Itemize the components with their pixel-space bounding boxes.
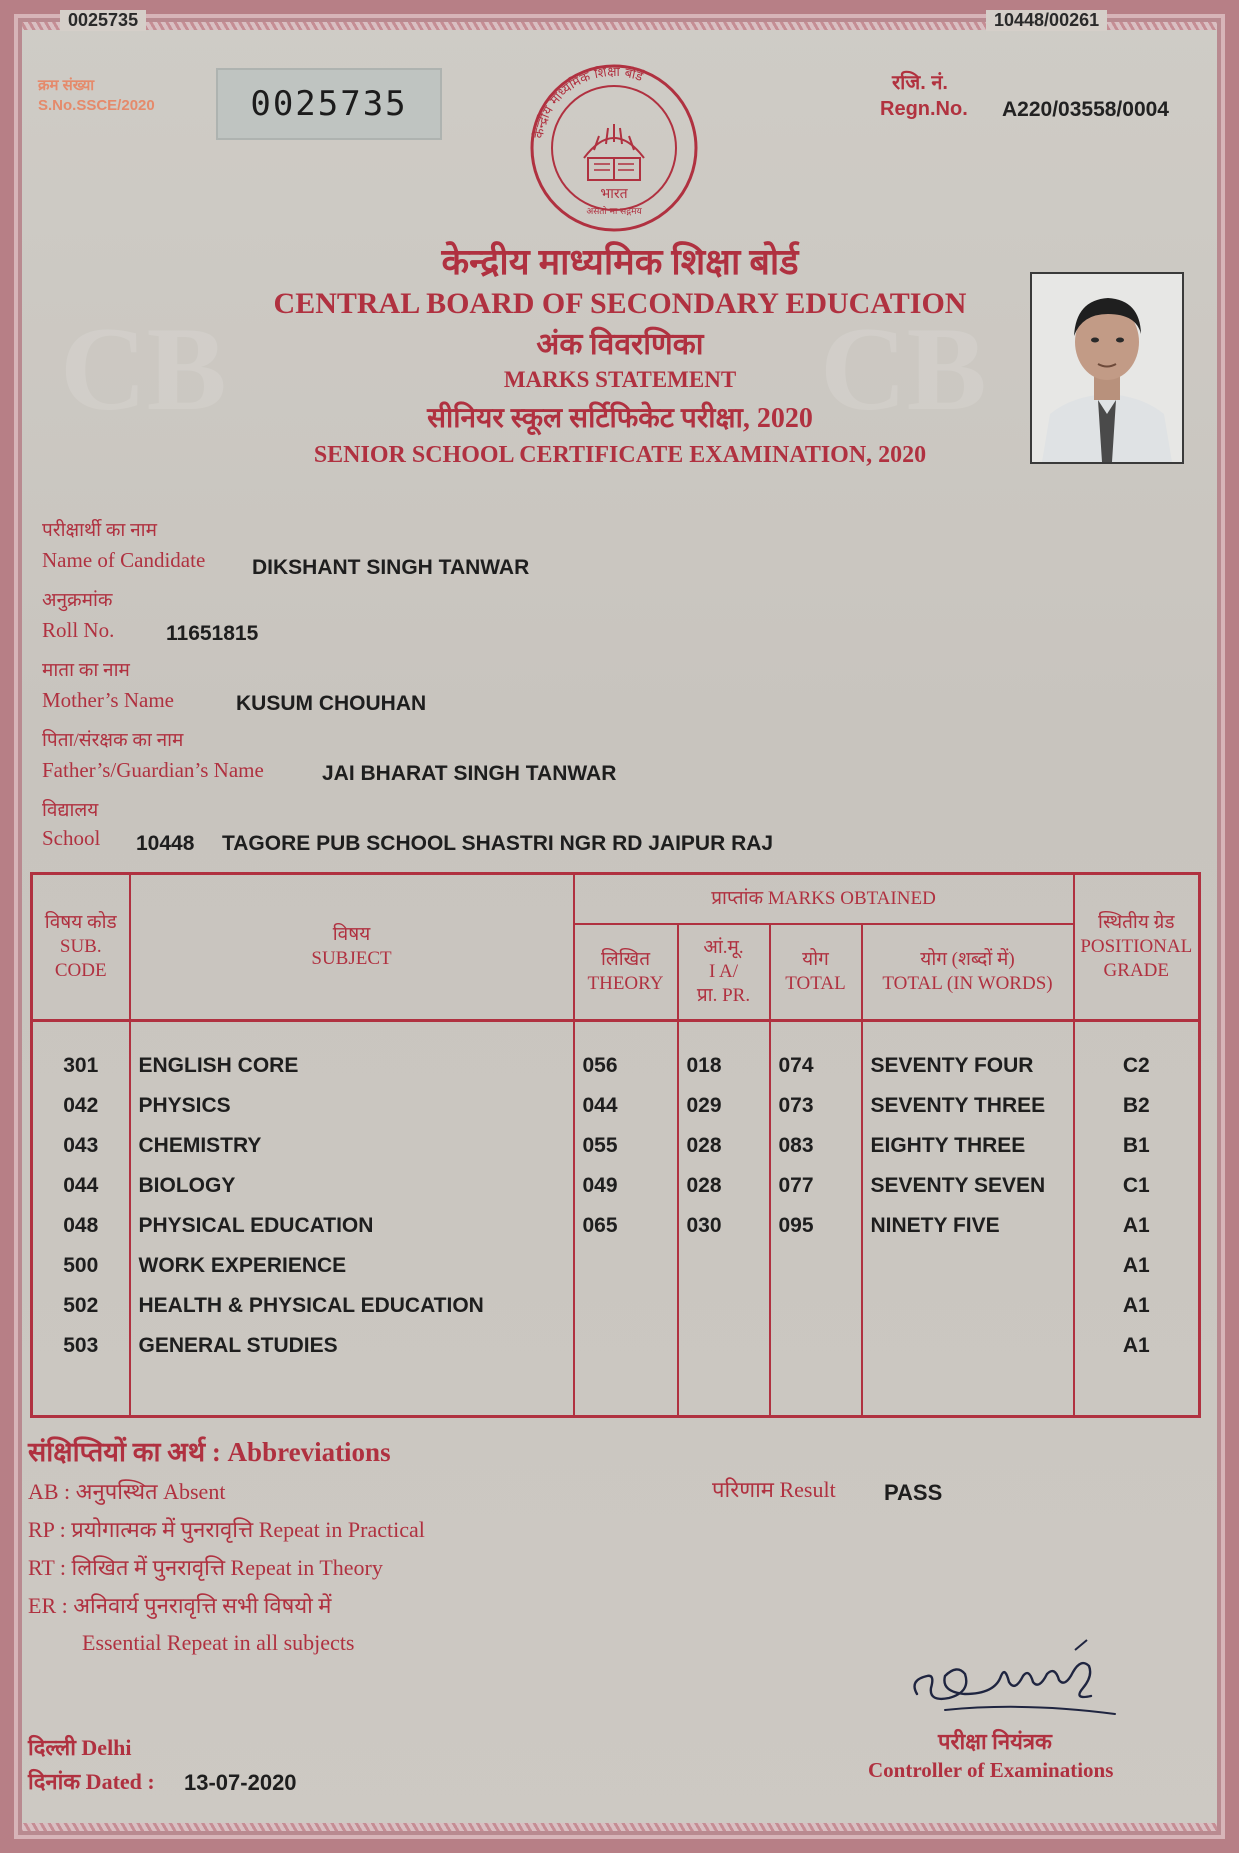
school-label-en: School [42, 826, 101, 850]
sub-code-cell: 048 [32, 1206, 130, 1246]
ia-cell: 018 [678, 1020, 770, 1086]
total-cell [770, 1326, 862, 1366]
subject-cell: PHYSICS [130, 1086, 574, 1126]
sub-code-cell: 044 [32, 1166, 130, 1206]
exam-title-en: SENIOR SCHOOL CERTIFICATE EXAMINATION, 2020 [313, 442, 927, 468]
total-cell: 083 [770, 1126, 862, 1166]
total-words-cell: NINETY FIVE [862, 1206, 1074, 1246]
ia-cell: 029 [678, 1086, 770, 1126]
grade-cell: A1 [1074, 1286, 1200, 1326]
theory-cell: 065 [574, 1206, 678, 1246]
total-cell: 074 [770, 1020, 862, 1086]
abbreviation-rp: RP : प्रयोगात्मक में पुनरावृत्ति Repeat in Practical [28, 1517, 425, 1542]
candidate-portrait-icon [1032, 274, 1182, 462]
header-total-words-en: TOTAL (IN WORDS) [882, 972, 1053, 994]
total-words-cell: EIGHTY THREE [862, 1126, 1074, 1166]
header-sub-code [32, 874, 130, 1021]
table-row [32, 1166, 1200, 1206]
theory-cell: 044 [574, 1086, 678, 1126]
total-words-cell [862, 1246, 1074, 1286]
table-row [32, 1286, 1200, 1326]
theory-cell: 049 [574, 1166, 678, 1206]
empty-cell [130, 1366, 574, 1417]
sub-code-cell: 043 [32, 1126, 130, 1166]
header-theory [574, 924, 678, 1020]
ia-cell [678, 1246, 770, 1286]
header-total-en: TOTAL [785, 972, 846, 994]
header-subject [130, 874, 574, 1021]
header-grade-en: POSITIONAL GRADE [1080, 935, 1193, 981]
grade-cell: A1 [1074, 1206, 1200, 1246]
table-row [32, 1020, 1200, 1086]
total-cell [770, 1286, 862, 1326]
top-left-serial: 0025735 [60, 10, 146, 31]
theory-cell [574, 1326, 678, 1366]
school-label-hi: विद्यालय [42, 800, 99, 821]
issue-date: 13-07-2020 [184, 1770, 297, 1795]
header-theory-en: THEORY [587, 972, 664, 994]
total-words-cell: SEVENTY SEVEN [862, 1166, 1074, 1206]
svg-text:केन्द्रीय माध्यमिक शिक्षा बोर् [531, 64, 646, 140]
mother-label-en: Mother’s Name [42, 688, 174, 712]
sub-code-cell: 503 [32, 1326, 130, 1366]
header-total-words-hi: योग (शब्दों में) [920, 948, 1015, 970]
header-total-words [862, 924, 1074, 1020]
ia-cell: 028 [678, 1126, 770, 1166]
cbse-emblem-icon [524, 58, 704, 238]
header-ia [678, 924, 770, 1020]
subject-cell: CHEMISTRY [130, 1126, 574, 1166]
statement-title-en: MARKS STATEMENT [503, 367, 737, 392]
security-border-bottom [0, 1823, 1239, 1853]
board-name-en: CENTRAL BOARD OF SECONDARY EDUCATION [273, 287, 967, 320]
total-cell: 095 [770, 1206, 862, 1246]
regn-label-hi: रजि. नं. [892, 72, 948, 94]
result-label: परिणाम Result [712, 1477, 836, 1502]
header-sub-code-en: SUB. CODE [54, 935, 107, 981]
watermark: CB [820, 302, 987, 435]
registration-number: A220/03558/0004 [1002, 98, 1169, 121]
ia-cell [678, 1286, 770, 1326]
father-name: JAI BHARAT SINGH TANWAR [322, 762, 617, 785]
header-grade-hi: स्थितीय ग्रेड [1098, 911, 1175, 933]
sub-code-cell: 500 [32, 1246, 130, 1286]
regn-label-en: Regn.No. [880, 98, 968, 120]
header-subject-hi: विषय [332, 923, 371, 945]
subject-cell: ENGLISH CORE [130, 1020, 574, 1086]
theory-cell: 056 [574, 1020, 678, 1086]
table-row [32, 1326, 1200, 1366]
table-row [32, 1246, 1200, 1286]
total-cell [770, 1246, 862, 1286]
grade-cell: A1 [1074, 1246, 1200, 1286]
header-total [770, 924, 862, 1020]
abbreviation-er-en: Essential Repeat in all subjects [82, 1630, 355, 1655]
header-ia-en: I A/ [708, 960, 739, 982]
sub-code-cell: 301 [32, 1020, 130, 1086]
ia-cell: 030 [678, 1206, 770, 1246]
abbreviation-ab: AB : अनुपस्थित Absent [28, 1479, 226, 1504]
candidate-photo [1030, 272, 1184, 464]
empty-cell [574, 1366, 678, 1417]
place: दिल्ली Delhi [28, 1735, 132, 1760]
serial-label-hi: क्रम संख्या [38, 77, 95, 94]
name-label-en: Name of Candidate [42, 548, 206, 572]
statement-title-hi: अंक विवरणिका [536, 328, 704, 361]
empty-cell [862, 1366, 1074, 1417]
name-label-hi: परीक्षार्थी का नाम [42, 520, 157, 541]
marks-table-body [32, 1020, 1200, 1417]
subject-cell: BIOLOGY [130, 1166, 574, 1206]
subject-cell: GENERAL STUDIES [130, 1326, 574, 1366]
serial-label-en: S.No.SSCE/2020 [38, 97, 155, 114]
empty-cell [1074, 1366, 1200, 1417]
grade-cell: C1 [1074, 1166, 1200, 1206]
theory-cell [574, 1286, 678, 1326]
theory-cell [574, 1246, 678, 1286]
mother-name: KUSUM CHOUHAN [236, 692, 427, 715]
total-words-cell [862, 1326, 1074, 1366]
school-code: 10448 [136, 832, 195, 855]
header-ia-hi: आं.मू. [703, 936, 744, 958]
emblem-text: भारत [600, 186, 628, 202]
roll-number: 11651815 [166, 622, 259, 645]
total-words-cell [862, 1286, 1074, 1326]
roll-label-en: Roll No. [42, 618, 115, 642]
total-cell: 073 [770, 1086, 862, 1126]
empty-cell [770, 1366, 862, 1417]
board-name-hi: केन्द्रीय माध्यमिक शिक्षा बोर्ड [441, 242, 799, 282]
registration-label [880, 70, 968, 122]
father-label-hi: पिता/संरक्षक का नाम [42, 730, 184, 751]
top-right-number: 10448/00261 [986, 10, 1107, 31]
controller-title-en: Controller of Examinations [868, 1758, 1114, 1782]
result-value: PASS [884, 1480, 943, 1505]
serial-number-box [216, 68, 442, 140]
sub-code-cell: 502 [32, 1286, 130, 1326]
serial-label [38, 76, 155, 116]
emblem-ring-text: केन्द्रीय माध्यमिक शिक्षा बोर्ड [531, 64, 645, 140]
abbreviations-title: संक्षिप्तियों का अर्थ : Abbreviations [28, 1437, 391, 1467]
table-row [32, 1206, 1200, 1246]
subject-cell: WORK EXPERIENCE [130, 1246, 574, 1286]
abbreviation-er: ER : अनिवार्य पुनरावृत्ति सभी विषयो में [28, 1593, 332, 1618]
candidate-name: DIKSHANT SINGH TANWAR [252, 556, 530, 579]
header-ia-pr: प्रा. PR. [696, 984, 751, 1006]
mother-label-hi: माता का नाम [42, 660, 130, 681]
header-total-hi: योग [802, 948, 829, 970]
grade-cell: A1 [1074, 1326, 1200, 1366]
total-cell: 077 [770, 1166, 862, 1206]
serial-number: 0025735 [250, 84, 408, 124]
dated-label: दिनांक Dated : [28, 1769, 155, 1794]
security-border-right [1225, 0, 1239, 1853]
table-row [32, 1086, 1200, 1126]
ia-cell [678, 1326, 770, 1366]
grade-cell: B2 [1074, 1086, 1200, 1126]
security-border-left [0, 0, 14, 1853]
subject-cell: PHYSICAL EDUCATION [130, 1206, 574, 1246]
controller-signature-icon [905, 1636, 1125, 1726]
total-words-cell: SEVENTY THREE [862, 1086, 1074, 1126]
total-words-cell: SEVENTY FOUR [862, 1020, 1074, 1086]
exam-title-hi: सीनियर स्कूल सर्टिफिकेट परीक्षा, 2020 [427, 403, 813, 434]
theory-cell: 055 [574, 1126, 678, 1166]
empty-cell [678, 1366, 770, 1417]
marks-table [30, 872, 1201, 1418]
title-block [220, 240, 1020, 472]
header-grade [1074, 874, 1200, 1021]
roll-label-hi: अनुक्रमांक [42, 590, 113, 611]
sub-code-cell: 042 [32, 1086, 130, 1126]
emblem-motto: असतो मा सद्गमय [586, 207, 642, 217]
watermark: CB [60, 302, 227, 435]
grade-cell: B1 [1074, 1126, 1200, 1166]
header-marks-obtained: प्राप्तांक MARKS OBTAINED [574, 874, 1074, 925]
grade-cell: C2 [1074, 1020, 1200, 1086]
abbreviation-rt: RT : लिखित में पुनरावृत्ति Repeat in Theory [28, 1555, 383, 1580]
header-subject-en: SUBJECT [311, 947, 392, 969]
header-theory-hi: लिखित [600, 948, 651, 970]
controller-title-hi: परीक्षा नियंत्रक [938, 1729, 1052, 1754]
ia-cell: 028 [678, 1166, 770, 1206]
empty-cell [32, 1366, 130, 1417]
father-label-en: Father’s/Guardian’s Name [42, 758, 264, 782]
table-row [32, 1126, 1200, 1166]
table-filler-row [32, 1366, 1200, 1417]
header-sub-code-hi: विषय कोड [44, 911, 117, 933]
subject-cell: HEALTH & PHYSICAL EDUCATION [130, 1286, 574, 1326]
school-name: TAGORE PUB SCHOOL SHASTRI NGR RD JAIPUR RAJ [222, 832, 774, 855]
